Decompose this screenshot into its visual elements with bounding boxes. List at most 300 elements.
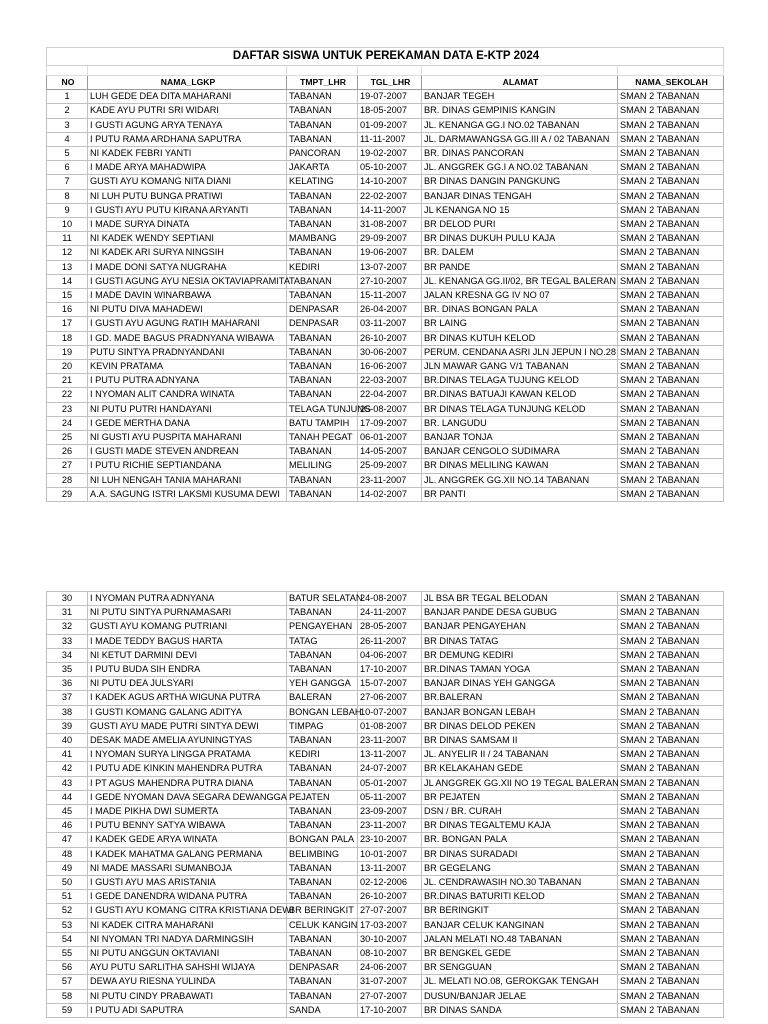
cell-tmpt-lhr: BONGAN PALA bbox=[287, 833, 358, 847]
table-row bbox=[47, 592, 724, 606]
table-row bbox=[47, 748, 724, 762]
table-row bbox=[47, 648, 724, 662]
cell-alamat: BANJAR PENGAYEHAN bbox=[422, 620, 618, 634]
cell-tgl-lhr: 27-07-2007 bbox=[358, 989, 422, 1003]
table-row bbox=[47, 402, 724, 416]
cell-tmpt-lhr: TABANAN bbox=[287, 374, 358, 388]
cell-alamat: BR. DALEM bbox=[422, 246, 618, 260]
cell-tmpt-lhr: TANAH PEGAT bbox=[287, 431, 358, 445]
cell-nama-sekolah: SMAN 2 TABANAN bbox=[618, 459, 724, 473]
cell-alamat: BR PEJATEN bbox=[422, 790, 618, 804]
cell-no: 9 bbox=[47, 203, 88, 217]
table-row bbox=[47, 416, 724, 430]
cell-tmpt-lhr: TABANAN bbox=[287, 473, 358, 487]
cell-no: 27 bbox=[47, 459, 88, 473]
cell-tmpt-lhr: BATU TAMPIH bbox=[287, 416, 358, 430]
cell-tmpt-lhr: TABANAN bbox=[287, 663, 358, 677]
cell-nama-lgkp: I PUTU ADI SAPUTRA bbox=[88, 1003, 287, 1017]
cell-nama-lgkp: I MADE DAVIN WINARBAWA bbox=[88, 289, 287, 303]
table-row bbox=[47, 147, 724, 161]
cell-tgl-lhr: 08-10-2007 bbox=[358, 947, 422, 961]
cell-no: 50 bbox=[47, 876, 88, 890]
cell-nama-lgkp: I GUSTI AYU AGUNG RATIH MAHARANI bbox=[88, 317, 287, 331]
cell-no: 33 bbox=[47, 634, 88, 648]
cell-nama-sekolah: SMAN 2 TABANAN bbox=[618, 189, 724, 203]
cell-no: 55 bbox=[47, 947, 88, 961]
cell-alamat: JALAN MELATI NO.48 TABANAN bbox=[422, 932, 618, 946]
table-row bbox=[47, 175, 724, 189]
cell-alamat: BANJAR TEGEH bbox=[422, 90, 618, 104]
cell-no: 46 bbox=[47, 819, 88, 833]
cell-no: 20 bbox=[47, 360, 88, 374]
cell-nama-sekolah: SMAN 2 TABANAN bbox=[618, 932, 724, 946]
cell-alamat: JL. KENANGA GG.I NO.02 TABANAN bbox=[422, 118, 618, 132]
cell-alamat: BR. LANGUDU bbox=[422, 416, 618, 430]
cell-nama-lgkp: NI KADEK ARI SURYA NINGSIH bbox=[88, 246, 287, 260]
cell-alamat: BR KELAKAHAN GEDE bbox=[422, 762, 618, 776]
table-row bbox=[47, 189, 724, 203]
cell-tmpt-lhr: TABANAN bbox=[287, 246, 358, 260]
cell-tmpt-lhr: TABANAN bbox=[287, 104, 358, 118]
table-row bbox=[47, 132, 724, 146]
cell-alamat: JL. CENDRAWASIH NO.30 TABANAN bbox=[422, 876, 618, 890]
cell-tgl-lhr: 31-07-2007 bbox=[358, 975, 422, 989]
cell-alamat: BANJAR PANDE DESA GUBUG bbox=[422, 606, 618, 620]
cell-tgl-lhr: 13-07-2007 bbox=[358, 260, 422, 274]
cell-nama-lgkp: I GEDE NYOMAN DAVA SEGARA DEWANGGA bbox=[88, 790, 287, 804]
cell-tmpt-lhr: TABANAN bbox=[287, 989, 358, 1003]
cell-nama-lgkp: I MADE ARYA MAHADWIPA bbox=[88, 161, 287, 175]
cell-no: 10 bbox=[47, 218, 88, 232]
cell-tmpt-lhr: BATUR SELATAN bbox=[287, 592, 358, 606]
cell-tmpt-lhr: TABANAN bbox=[287, 118, 358, 132]
cell-alamat: BR DINAS TEGALTEMU KAJA bbox=[422, 819, 618, 833]
table-row bbox=[47, 876, 724, 890]
cell-nama-sekolah: SMAN 2 TABANAN bbox=[618, 790, 724, 804]
cell-tgl-lhr: 15-07-2007 bbox=[358, 677, 422, 691]
cell-tmpt-lhr: TABANAN bbox=[287, 762, 358, 776]
cell-alamat: BR. DINAS BONGAN PALA bbox=[422, 303, 618, 317]
cell-tgl-lhr: 26-10-2007 bbox=[358, 331, 422, 345]
table-row bbox=[47, 861, 724, 875]
cell-tmpt-lhr: PENGAYEHAN bbox=[287, 620, 358, 634]
cell-alamat: JL. DARMAWANGSA GG.III A / 02 TABANAN bbox=[422, 132, 618, 146]
cell-no: 14 bbox=[47, 274, 88, 288]
cell-nama-sekolah: SMAN 2 TABANAN bbox=[618, 274, 724, 288]
cell-tmpt-lhr: TABANAN bbox=[287, 648, 358, 662]
cell-nama-lgkp: NI PUTU DEA JULSYARI bbox=[88, 677, 287, 691]
table-row bbox=[47, 90, 724, 104]
cell-alamat: BR. DINAS GEMPINIS KANGIN bbox=[422, 104, 618, 118]
cell-nama-sekolah: SMAN 2 TABANAN bbox=[618, 388, 724, 402]
cell-tgl-lhr: 26-11-2007 bbox=[358, 634, 422, 648]
cell-no: 34 bbox=[47, 648, 88, 662]
cell-alamat: JL. ANYELIR II / 24 TABANAN bbox=[422, 748, 618, 762]
cell-no: 31 bbox=[47, 606, 88, 620]
cell-no: 53 bbox=[47, 918, 88, 932]
cell-alamat: BR DINAS SANDA bbox=[422, 1003, 618, 1017]
cell-tgl-lhr: 11-11-2007 bbox=[358, 132, 422, 146]
cell-tmpt-lhr: MAMBANG bbox=[287, 232, 358, 246]
cell-nama-sekolah: SMAN 2 TABANAN bbox=[618, 861, 724, 875]
table-row bbox=[47, 762, 724, 776]
cell-tgl-lhr: 17-10-2007 bbox=[358, 663, 422, 677]
cell-no: 52 bbox=[47, 904, 88, 918]
cell-alamat: BR SENGGUAN bbox=[422, 961, 618, 975]
cell-tgl-lhr: 22-03-2007 bbox=[358, 374, 422, 388]
cell-tgl-lhr: 23-11-2007 bbox=[358, 734, 422, 748]
cell-tmpt-lhr: BELIMBING bbox=[287, 847, 358, 861]
cell-no: 42 bbox=[47, 762, 88, 776]
cell-nama-lgkp: I KADEK AGUS ARTHA WIGUNA PUTRA bbox=[88, 691, 287, 705]
header-no: NO bbox=[47, 76, 88, 90]
cell-tgl-lhr: 13-11-2007 bbox=[358, 748, 422, 762]
cell-no: 57 bbox=[47, 975, 88, 989]
cell-tgl-lhr: 28-05-2007 bbox=[358, 620, 422, 634]
cell-nama-sekolah: SMAN 2 TABANAN bbox=[618, 104, 724, 118]
cell-nama-lgkp: I GD. MADE BAGUS PRADNYANA WIBAWA bbox=[88, 331, 287, 345]
cell-nama-lgkp: KADE AYU PUTRI SRI WIDARI bbox=[88, 104, 287, 118]
cell-nama-lgkp: GUSTI AYU MADE PUTRI SINTYA DEWI bbox=[88, 719, 287, 733]
cell-nama-lgkp: I GUSTI AYU KOMANG CITRA KRISTIANA DEWI bbox=[88, 904, 287, 918]
cell-nama-sekolah: SMAN 2 TABANAN bbox=[618, 260, 724, 274]
cell-alamat: BR DINAS MELILING KAWAN bbox=[422, 459, 618, 473]
cell-no: 56 bbox=[47, 961, 88, 975]
cell-alamat: BR.DINAS TELAGA TUJUNG KELOD bbox=[422, 374, 618, 388]
cell-tmpt-lhr: TABANAN bbox=[287, 487, 358, 501]
cell-nama-lgkp: I PUTU RICHIE SEPTIANDANA bbox=[88, 459, 287, 473]
cell-no: 51 bbox=[47, 890, 88, 904]
table-row bbox=[47, 218, 724, 232]
cell-no: 24 bbox=[47, 416, 88, 430]
cell-tmpt-lhr: DENPASAR bbox=[287, 317, 358, 331]
cell-nama-lgkp: LUH GEDE DEA DITA MAHARANI bbox=[88, 90, 287, 104]
cell-nama-sekolah: SMAN 2 TABANAN bbox=[618, 975, 724, 989]
cell-alamat: JL KENANGA NO 15 bbox=[422, 203, 618, 217]
cell-nama-lgkp: GUSTI AYU KOMANG PUTRIANI bbox=[88, 620, 287, 634]
table-row bbox=[47, 317, 724, 331]
table-row bbox=[47, 360, 724, 374]
cell-tmpt-lhr: SANDA bbox=[287, 1003, 358, 1017]
blank-row bbox=[47, 66, 724, 76]
cell-tgl-lhr: 24-06-2007 bbox=[358, 961, 422, 975]
table-row bbox=[47, 705, 724, 719]
cell-nama-lgkp: I PT AGUS MAHENDRA PUTRA DIANA bbox=[88, 776, 287, 790]
table-row bbox=[47, 303, 724, 317]
cell-nama-lgkp: AYU PUTU SARLITHA SAHSHI WIJAYA bbox=[88, 961, 287, 975]
cell-nama-lgkp: DEWA AYU RIESNA YULINDA bbox=[88, 975, 287, 989]
cell-tgl-lhr: 14-10-2007 bbox=[358, 175, 422, 189]
cell-nama-sekolah: SMAN 2 TABANAN bbox=[618, 331, 724, 345]
cell-tmpt-lhr: YEH GANGGA bbox=[287, 677, 358, 691]
cell-tgl-lhr: 25-09-2007 bbox=[358, 459, 422, 473]
cell-nama-sekolah: SMAN 2 TABANAN bbox=[618, 734, 724, 748]
cell-nama-sekolah: SMAN 2 TABANAN bbox=[618, 90, 724, 104]
table-row bbox=[47, 847, 724, 861]
cell-tmpt-lhr: TABANAN bbox=[287, 805, 358, 819]
table-row bbox=[47, 260, 724, 274]
cell-tgl-lhr: 02-12-2006 bbox=[358, 876, 422, 890]
cell-no: 58 bbox=[47, 989, 88, 1003]
cell-alamat: JL. ANGGREK GG.I A NO.02 TABANAN bbox=[422, 161, 618, 175]
cell-nama-lgkp: NI LUH NENGAH TANIA MAHARANI bbox=[88, 473, 287, 487]
cell-nama-sekolah: SMAN 2 TABANAN bbox=[618, 663, 724, 677]
table-row bbox=[47, 932, 724, 946]
cell-tgl-lhr: 19-07-2007 bbox=[358, 90, 422, 104]
cell-no: 40 bbox=[47, 734, 88, 748]
cell-nama-sekolah: SMAN 2 TABANAN bbox=[618, 232, 724, 246]
cell-alamat: BR DINAS DELOD PEKEN bbox=[422, 719, 618, 733]
cell-alamat: BR DINAS TATAG bbox=[422, 634, 618, 648]
table-row bbox=[47, 606, 724, 620]
cell-nama-lgkp: KEVIN PRATAMA bbox=[88, 360, 287, 374]
cell-tmpt-lhr: TABANAN bbox=[287, 331, 358, 345]
cell-nama-lgkp: I PUTU ADE KINKIN MAHENDRA PUTRA bbox=[88, 762, 287, 776]
cell-nama-sekolah: SMAN 2 TABANAN bbox=[618, 890, 724, 904]
cell-tgl-lhr: 24-07-2007 bbox=[358, 762, 422, 776]
cell-tgl-lhr: 22-02-2007 bbox=[358, 189, 422, 203]
cell-nama-sekolah: SMAN 2 TABANAN bbox=[618, 634, 724, 648]
header-alamat: ALAMAT bbox=[422, 76, 618, 90]
cell-tmpt-lhr: TABANAN bbox=[287, 932, 358, 946]
cell-no: 15 bbox=[47, 289, 88, 303]
cell-tmpt-lhr: TABANAN bbox=[287, 734, 358, 748]
cell-nama-sekolah: SMAN 2 TABANAN bbox=[618, 147, 724, 161]
cell-nama-lgkp: I PUTU BUDA SIH ENDRA bbox=[88, 663, 287, 677]
cell-tgl-lhr: 27-10-2007 bbox=[358, 274, 422, 288]
cell-alamat: BANJAR TONJA bbox=[422, 431, 618, 445]
cell-no: 44 bbox=[47, 790, 88, 804]
cell-tmpt-lhr: MELILING bbox=[287, 459, 358, 473]
cell-no: 8 bbox=[47, 189, 88, 203]
cell-nama-sekolah: SMAN 2 TABANAN bbox=[618, 416, 724, 430]
table-row bbox=[47, 431, 724, 445]
cell-tgl-lhr: 30-06-2007 bbox=[358, 345, 422, 359]
cell-alamat: BR DINAS TELAGA TUNJUNG KELOD bbox=[422, 402, 618, 416]
table-row bbox=[47, 961, 724, 975]
table-row bbox=[47, 663, 724, 677]
cell-tgl-lhr: 05-01-2007 bbox=[358, 776, 422, 790]
cell-nama-lgkp: NI KADEK CITRA MAHARANI bbox=[88, 918, 287, 932]
cell-nama-sekolah: SMAN 2 TABANAN bbox=[618, 431, 724, 445]
cell-no: 41 bbox=[47, 748, 88, 762]
cell-tgl-lhr: 26-04-2007 bbox=[358, 303, 422, 317]
table-row bbox=[47, 819, 724, 833]
cell-no: 29 bbox=[47, 487, 88, 501]
cell-tgl-lhr: 23-11-2007 bbox=[358, 473, 422, 487]
table-row bbox=[47, 805, 724, 819]
cell-nama-sekolah: SMAN 2 TABANAN bbox=[618, 606, 724, 620]
cell-alamat: BANJAR DINAS TENGAH bbox=[422, 189, 618, 203]
cell-nama-sekolah: SMAN 2 TABANAN bbox=[618, 218, 724, 232]
cell-no: 18 bbox=[47, 331, 88, 345]
cell-tgl-lhr: 16-06-2007 bbox=[358, 360, 422, 374]
cell-nama-sekolah: SMAN 2 TABANAN bbox=[618, 762, 724, 776]
cell-alamat: JL ANGGREK GG.XII NO 19 TEGAL BALERAN bbox=[422, 776, 618, 790]
cell-nama-sekolah: SMAN 2 TABANAN bbox=[618, 961, 724, 975]
cell-alamat: DSN / BR. CURAH bbox=[422, 805, 618, 819]
cell-nama-lgkp: NI PUTU PUTRI HANDAYANI bbox=[88, 402, 287, 416]
table-row bbox=[47, 345, 724, 359]
cell-no: 45 bbox=[47, 805, 88, 819]
cell-tmpt-lhr: TABANAN bbox=[287, 274, 358, 288]
cell-no: 16 bbox=[47, 303, 88, 317]
cell-tgl-lhr: 04-06-2007 bbox=[358, 648, 422, 662]
cell-alamat: BR. BONGAN PALA bbox=[422, 833, 618, 847]
cell-alamat: BANJAR BONGAN LEBAH bbox=[422, 705, 618, 719]
cell-nama-lgkp: I MADE TEDDY BAGUS HARTA bbox=[88, 634, 287, 648]
cell-tgl-lhr: 05-10-2007 bbox=[358, 161, 422, 175]
cell-no: 17 bbox=[47, 317, 88, 331]
cell-alamat: BR GEGELANG bbox=[422, 861, 618, 875]
cell-alamat: BR.DINAS BATURITI KELOD bbox=[422, 890, 618, 904]
table-row bbox=[47, 620, 724, 634]
cell-tmpt-lhr: TABANAN bbox=[287, 345, 358, 359]
table-row bbox=[47, 374, 724, 388]
table-row bbox=[47, 289, 724, 303]
cell-tmpt-lhr: TABANAN bbox=[287, 360, 358, 374]
cell-tmpt-lhr: BONGAN LEBAH bbox=[287, 705, 358, 719]
table-row bbox=[47, 890, 724, 904]
table-row bbox=[47, 203, 724, 217]
cell-no: 48 bbox=[47, 847, 88, 861]
cell-no: 13 bbox=[47, 260, 88, 274]
cell-no: 49 bbox=[47, 861, 88, 875]
table-row bbox=[47, 989, 724, 1003]
cell-tmpt-lhr: PANCORAN bbox=[287, 147, 358, 161]
cell-nama-lgkp: I GUSTI AYU PUTU KIRANA ARYANTI bbox=[88, 203, 287, 217]
table-row bbox=[47, 232, 724, 246]
cell-no: 21 bbox=[47, 374, 88, 388]
cell-tmpt-lhr: CELUK KANGIN bbox=[287, 918, 358, 932]
cell-tmpt-lhr: TABANAN bbox=[287, 203, 358, 217]
cell-alamat: JL. KENANGA GG.II/02, BR TEGAL BALERAN bbox=[422, 274, 618, 288]
cell-nama-lgkp: DESAK MADE AMELIA AYUNINGTYAS bbox=[88, 734, 287, 748]
cell-no: 38 bbox=[47, 705, 88, 719]
cell-nama-lgkp: NI PUTU SINTYA PURNAMASARI bbox=[88, 606, 287, 620]
title-row bbox=[47, 48, 724, 66]
cell-tgl-lhr: 22-04-2007 bbox=[358, 388, 422, 402]
cell-tmpt-lhr: TABANAN bbox=[287, 218, 358, 232]
cell-nama-sekolah: SMAN 2 TABANAN bbox=[618, 648, 724, 662]
cell-nama-sekolah: SMAN 2 TABANAN bbox=[618, 473, 724, 487]
cell-alamat: JL. MELATI NO.08, GEROKGAK TENGAH bbox=[422, 975, 618, 989]
cell-tgl-lhr: 23-10-2007 bbox=[358, 833, 422, 847]
table-row bbox=[47, 473, 724, 487]
cell-no: 12 bbox=[47, 246, 88, 260]
cell-nama-lgkp: I GUSTI AGUNG ARYA TENAYA bbox=[88, 118, 287, 132]
cell-no: 1 bbox=[47, 90, 88, 104]
cell-no: 39 bbox=[47, 719, 88, 733]
cell-no: 35 bbox=[47, 663, 88, 677]
cell-no: 6 bbox=[47, 161, 88, 175]
table-row bbox=[47, 331, 724, 345]
cell-nama-lgkp: NI GUSTI AYU PUSPITA MAHARANI bbox=[88, 431, 287, 445]
cell-nama-sekolah: SMAN 2 TABANAN bbox=[618, 289, 724, 303]
cell-nama-sekolah: SMAN 2 TABANAN bbox=[618, 805, 724, 819]
cell-nama-lgkp: NI KADEK WENDY SEPTIANI bbox=[88, 232, 287, 246]
header-nama-lgkp: NAMA_LGKP bbox=[88, 76, 287, 90]
cell-no: 19 bbox=[47, 345, 88, 359]
cell-alamat: JL BSA BR TEGAL BELODAN bbox=[422, 592, 618, 606]
cell-nama-sekolah: SMAN 2 TABANAN bbox=[618, 819, 724, 833]
cell-nama-lgkp: I GUSTI MADE STEVEN ANDREAN bbox=[88, 445, 287, 459]
cell-nama-sekolah: SMAN 2 TABANAN bbox=[618, 303, 724, 317]
cell-no: 11 bbox=[47, 232, 88, 246]
cell-nama-lgkp: I GUSTI KOMANG GALANG ADITYA bbox=[88, 705, 287, 719]
cell-tmpt-lhr: TABANAN bbox=[287, 975, 358, 989]
cell-tmpt-lhr: KELATING bbox=[287, 175, 358, 189]
sheet-page-1 bbox=[46, 47, 723, 502]
cell-no: 3 bbox=[47, 118, 88, 132]
cell-no: 32 bbox=[47, 620, 88, 634]
cell-alamat: BR DINAS SURADADI bbox=[422, 847, 618, 861]
cell-alamat: PERUM. CENDANA ASRI JLN JEPUN I NO.28 bbox=[422, 345, 618, 359]
cell-tgl-lhr: 14-05-2007 bbox=[358, 445, 422, 459]
cell-no: 30 bbox=[47, 592, 88, 606]
column-header-row bbox=[47, 76, 724, 90]
cell-no: 7 bbox=[47, 175, 88, 189]
cell-nama-lgkp: NI LUH PUTU BUNGA PRATIWI bbox=[88, 189, 287, 203]
cell-tmpt-lhr: BALERAN bbox=[287, 691, 358, 705]
cell-nama-lgkp: I GUSTI AYU MAS ARISTANIA bbox=[88, 876, 287, 890]
header-tmpt-lhr: TMPT_LHR bbox=[287, 76, 358, 90]
student-table-page-1 bbox=[46, 47, 724, 502]
cell-alamat: BR BENGKEL GEDE bbox=[422, 947, 618, 961]
cell-tmpt-lhr: KEDIRI bbox=[287, 748, 358, 762]
cell-tgl-lhr: 17-09-2007 bbox=[358, 416, 422, 430]
cell-nama-sekolah: SMAN 2 TABANAN bbox=[618, 246, 724, 260]
cell-tgl-lhr: 03-11-2007 bbox=[358, 317, 422, 331]
cell-nama-sekolah: SMAN 2 TABANAN bbox=[618, 776, 724, 790]
cell-alamat: BR.DINAS TAMAN YOGA bbox=[422, 663, 618, 677]
cell-nama-sekolah: SMAN 2 TABANAN bbox=[618, 748, 724, 762]
cell-alamat: BANJAR DINAS YEH GANGGA bbox=[422, 677, 618, 691]
cell-nama-lgkp: NI PUTU ANGGUN OKTAVIANI bbox=[88, 947, 287, 961]
cell-nama-lgkp: I MADE DONI SATYA NUGRAHA bbox=[88, 260, 287, 274]
cell-nama-sekolah: SMAN 2 TABANAN bbox=[618, 118, 724, 132]
cell-tgl-lhr: 27-07-2007 bbox=[358, 904, 422, 918]
cell-tmpt-lhr: TABANAN bbox=[287, 947, 358, 961]
cell-no: 54 bbox=[47, 932, 88, 946]
cell-tgl-lhr: 23-11-2007 bbox=[358, 819, 422, 833]
cell-no: 28 bbox=[47, 473, 88, 487]
cell-nama-lgkp: I GUSTI AGUNG AYU NESIA OKTAVIAPRAMITA bbox=[88, 274, 287, 288]
cell-tgl-lhr: 14-02-2007 bbox=[358, 487, 422, 501]
cell-nama-sekolah: SMAN 2 TABANAN bbox=[618, 345, 724, 359]
cell-tgl-lhr: 25-08-2007 bbox=[358, 402, 422, 416]
cell-nama-lgkp: GUSTI AYU KOMANG NITA DIANI bbox=[88, 175, 287, 189]
cell-tgl-lhr: 14-11-2007 bbox=[358, 203, 422, 217]
cell-alamat: BR.DINAS BATUAJI KAWAN KELOD bbox=[422, 388, 618, 402]
cell-nama-lgkp: I MADE SURYA DINATA bbox=[88, 218, 287, 232]
table-row bbox=[47, 487, 724, 501]
cell-tmpt-lhr: BR BERINGKIT bbox=[287, 904, 358, 918]
cell-nama-lgkp: I NYOMAN SURYA LINGGA PRATAMA bbox=[88, 748, 287, 762]
cell-tmpt-lhr: PEJATEN bbox=[287, 790, 358, 804]
cell-nama-sekolah: SMAN 2 TABANAN bbox=[618, 691, 724, 705]
cell-no: 2 bbox=[47, 104, 88, 118]
cell-nama-sekolah: SMAN 2 TABANAN bbox=[618, 592, 724, 606]
cell-tgl-lhr: 24-11-2007 bbox=[358, 606, 422, 620]
cell-nama-lgkp: I PUTU RAMA ARDHANA SAPUTRA bbox=[88, 132, 287, 146]
cell-alamat: DUSUN/BANJAR JELAE bbox=[422, 989, 618, 1003]
cell-tgl-lhr: 17-03-2007 bbox=[358, 918, 422, 932]
cell-tmpt-lhr: DENPASAR bbox=[287, 303, 358, 317]
cell-tmpt-lhr: TABANAN bbox=[287, 90, 358, 104]
cell-tmpt-lhr: TABANAN bbox=[287, 445, 358, 459]
cell-tmpt-lhr: JAKARTA bbox=[287, 161, 358, 175]
